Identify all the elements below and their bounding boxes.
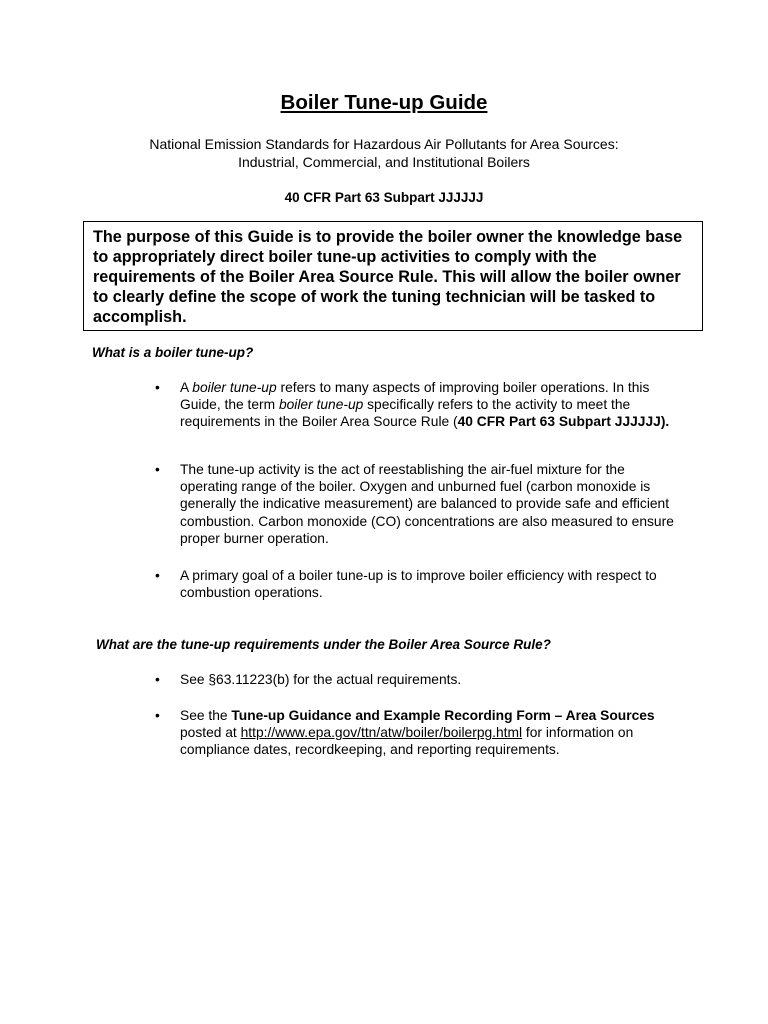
subtitle [0, 136, 768, 171]
text-run: specifically refers to the activity to meet the requirements in the Boiler Area Source Rule ( [180, 397, 631, 430]
bullet-icon: • [155, 672, 160, 687]
section-heading-what-is-tuneup: What is a boiler tune-up? [92, 345, 254, 360]
bullet-icon: • [155, 462, 160, 477]
cfr-reference: 40 CFR Part 63 Subpart JJJJJJ [284, 190, 484, 205]
bold-citation: 40 CFR Part 63 Subpart JJJJJJ). [457, 414, 670, 430]
section-heading-requirements: What are the tune-up requirements under the Boiler Area Source Rule? [96, 637, 551, 652]
list-item-text: The tune-up activity is the act of reestablishing the air-fuel mixture for the operating range of the boiler. Oxygen and unburned fuel (carbon monoxide is generally the indicative measurement) are balanced to provide safe and efficient combustion. Carbon monoxide (CO) concentrations are also measured to ensure proper burner operation. [180, 462, 674, 546]
italic-term: boiler tune-up [278, 397, 364, 413]
text-run: A [180, 380, 193, 395]
bullet-icon: • [155, 708, 160, 723]
text-run: See the [180, 708, 232, 723]
purpose-box: The purpose of this Guide is to provide the boiler owner the knowledge base to appropriately direct boiler tune-up activities to comply with the requirements of the Boiler Area Source Rule. This will allow the boiler owner to clearly define the scope of work the tuning technician will be tasked to accomplish. [83, 221, 703, 331]
page-title: Boiler Tune-up Guide [280, 91, 488, 114]
text-run: posted at [180, 725, 241, 741]
italic-term: boiler tune-up [192, 380, 277, 395]
list-item-text: See §63.11223(b) for the actual requirements. [180, 672, 462, 687]
list-item-text [180, 379, 680, 431]
bullet-icon: • [155, 568, 160, 583]
epa-boiler-link[interactable]: http://www.epa.gov/ttn/atw/boiler/boilerpg.html [240, 725, 523, 741]
text-run: refers to many aspects of improving boiler operations. In this Guide, the term [180, 380, 650, 413]
list-item-text: A primary goal of a boiler tune-up is to improve boiler efficiency with respect to combustion operations. [180, 568, 657, 601]
subtitle-line-1: National Emission Standards for Hazardous Air Pollutants for Area Sources: [149, 136, 619, 152]
bullet-icon: • [155, 380, 160, 395]
list-item-text [180, 707, 680, 759]
bold-document-name: Tune-up Guidance and Example Recording Form – Area Sources [231, 708, 655, 723]
subtitle-line-2: Industrial, Commercial, and Institutional Boilers [238, 153, 530, 170]
text-run: for information on compliance dates, recordkeeping, and reporting requirements. [180, 725, 634, 758]
